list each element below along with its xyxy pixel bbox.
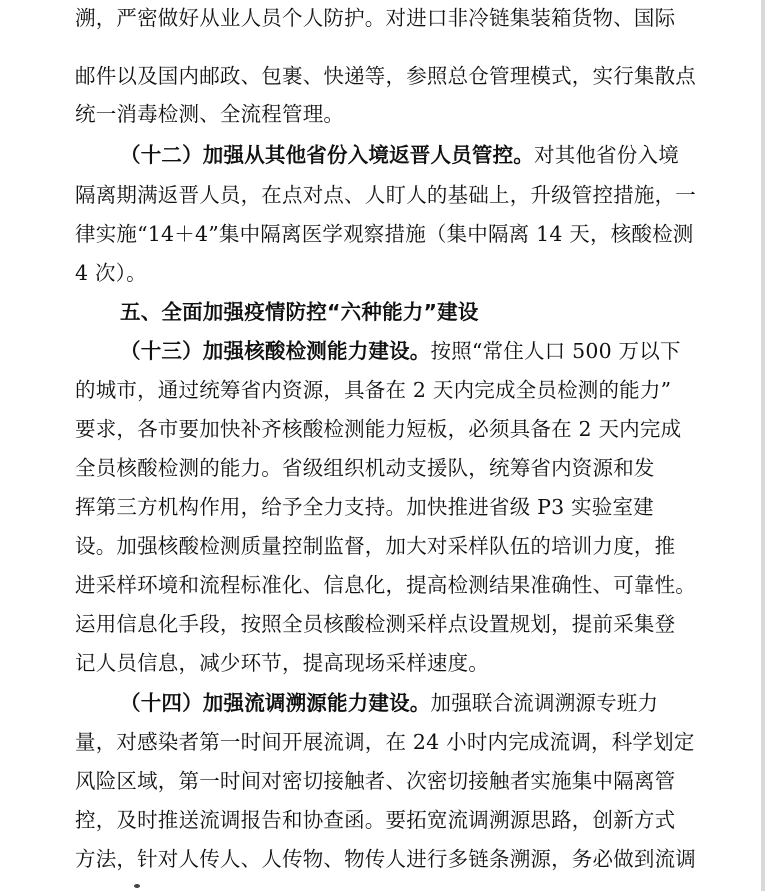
- body-line: [75, 453, 765, 483]
- body-line: [75, 258, 765, 288]
- line-text: 溯，严密做好从业人员个人防护。对进口非冷链集装箱货物、国际: [75, 6, 676, 30]
- page-fragment-mark: [134, 884, 140, 888]
- line-text: 运用信息化手段，按照全员核酸检测采样点设置规划，提前采集登: [75, 612, 676, 636]
- line-text: 全员核酸检测的能力。省级组织机动支援队，统筹省内资源和发: [75, 456, 655, 480]
- line-text: 要求，各市要加快补齐核酸检测能力短板，必须具备在 2 天内完成: [75, 417, 682, 441]
- line-text: 邮件以及国内邮政、包裹、快递等，参照总仓管理模式，实行集散点: [75, 64, 696, 88]
- line-text: 进采样环境和流程标准化、信息化，提高检测结果准确性、可靠性。: [75, 573, 696, 597]
- body-line: [75, 531, 765, 561]
- line-text: 加强联合流调溯源专班力: [430, 691, 659, 715]
- body-line: [75, 61, 765, 91]
- scrollbar-track[interactable]: [761, 0, 765, 891]
- body-line: [75, 766, 765, 796]
- body-line: [75, 99, 765, 129]
- subsection-heading-line: [120, 688, 765, 718]
- subsection-heading-line: [120, 336, 765, 366]
- section-heading: 五、全面加强疫情防控“六种能力”建设: [120, 300, 479, 324]
- line-text: 隔离期满返晋人员，在点对点、人盯人的基础上，升级管控措施，一: [75, 183, 696, 207]
- line-text: 风险区域，第一时间对密切接触者、次密切接触者实施集中隔离管: [75, 769, 676, 793]
- subsection-heading: （十四）加强流调溯源能力建设。: [120, 691, 431, 715]
- body-line: [75, 805, 765, 835]
- subsection-heading-line: [120, 140, 765, 170]
- line-text: 控，及时推送流调报告和协查函。要拓宽流调溯源思路，创新方式: [75, 808, 676, 832]
- body-line: [75, 570, 765, 600]
- line-text: 对其他省份入境: [534, 143, 679, 167]
- line-text: 量，对感染者第一时间开展流调，在 24 小时内完成流调，科学划定: [75, 730, 695, 754]
- line-text: 方法，针对人传人、人传物、物传人进行多链条溯源，务必做到流调: [75, 847, 696, 871]
- line-text: 统一消毒检测、全流程管理。: [75, 102, 345, 126]
- line-text: 的城市，通过统筹省内资源，具备在 2 天内完成全员检测的能力”: [75, 378, 672, 402]
- body-line: [75, 609, 765, 639]
- body-line: [75, 375, 765, 405]
- body-line: [75, 727, 765, 757]
- line-text: 挥第三方机构作用，给予全力支持。加快推进省级 P3 实验室建: [75, 495, 654, 519]
- line-text: 设。加强核酸检测质量控制监督，加大对采样队伍的培训力度，推: [75, 534, 676, 558]
- body-line: [75, 492, 765, 522]
- body-line: [75, 219, 765, 249]
- body-line: [75, 414, 765, 444]
- body-line: [75, 180, 765, 210]
- body-line: [75, 648, 765, 678]
- line-text: 按照“常住人口 500 万以下: [430, 339, 681, 363]
- line-text: 4 次）。: [75, 261, 147, 285]
- body-line: [75, 844, 765, 874]
- body-line: [75, 3, 765, 33]
- line-text: 记人员信息，减少环节，提高现场采样速度。: [75, 651, 489, 675]
- subsection-heading: （十三）加强核酸检测能力建设。: [120, 339, 431, 363]
- section-heading-line: [120, 297, 765, 327]
- subsection-heading: （十二）加强从其他省份入境返晋人员管控。: [120, 143, 534, 167]
- line-text: 律实施“14＋4”集中隔离医学观察措施（集中隔离 14 天，核酸检测: [75, 222, 694, 246]
